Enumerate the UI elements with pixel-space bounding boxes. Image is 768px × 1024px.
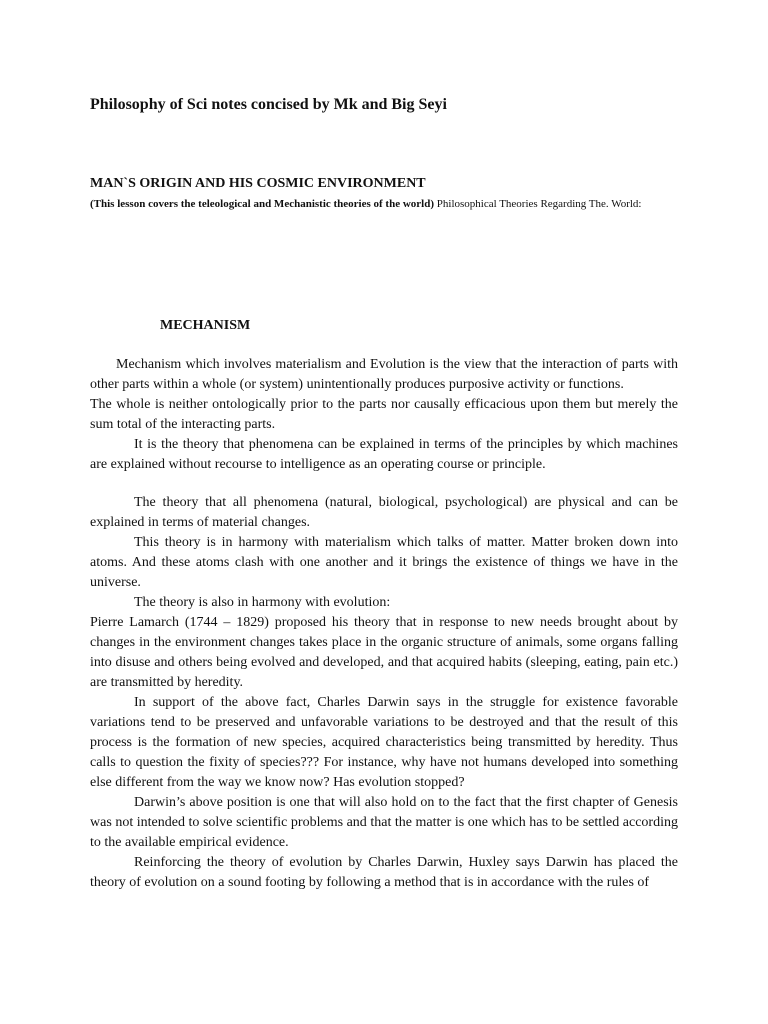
paragraph: Pierre Lamarch (1744 – 1829) proposed his theory that in response to new needs brought about by changes in the environment changes takes place in the organic structure of animals, some organs falling into disuse and others being evolved and developed, and that acquired habits (sleeping, eating, pain etc.) are transmitted by heredity.: [90, 615, 678, 690]
mechanism-heading: MECHANISM: [160, 318, 251, 333]
body-text: [90, 355, 678, 893]
paragraph: Reinforcing the theory of evolution by Charles Darwin, Huxley says Darwin has placed the theory of evolution on a sound footing by following a method that is in accordance with the rules of: [90, 855, 678, 890]
lesson-note-rest: Philosophical Theories Regarding The. World:: [434, 198, 642, 210]
paragraph: The theory is also in harmony with evolution:: [134, 595, 391, 610]
lesson-note-bold: (This lesson covers the teleological and Mechanistic theories of the world): [90, 198, 435, 210]
paragraph: Mechanism which involves materialism and Evolution is the view that the interaction of parts with other parts within a whole (or system) unintentionally produces purposive activity or functions.: [90, 357, 678, 392]
paragraph: In support of the above fact, Charles Darwin says in the struggle for existence favorable variations tend to be preserved and unfavorable variations to be destroyed and that the result of this process is the formation of new species, acquired characteristics being transmitted by heredity. Thus calls to question the fixity of species??? For instance, why have not humans developed into something else different from the way we know now? Has evolution stopped?: [90, 695, 678, 790]
paragraph: This theory is in harmony with materialism which talks of matter. Matter broken down into atoms. And these atoms clash with one another and it brings the existence of things we have in the universe.: [90, 535, 678, 590]
document-title: Philosophy of Sci notes concised by Mk and Big Seyi: [90, 96, 447, 113]
paragraph-spacer: [90, 475, 678, 493]
paragraph: The theory that all phenomena (natural, biological, psychological) are physical and can be explained in terms of material changes.: [90, 495, 678, 530]
paragraph: It is the theory that phenomena can be explained in terms of the principles by which machines are explained without recourse to intelligence as an operating course or principle.: [90, 437, 678, 472]
lesson-note: [90, 198, 690, 210]
paragraph: The whole is neither ontologically prior to the parts nor causally efficacious upon them but merely the sum total of the interacting parts.: [90, 397, 678, 432]
paragraph: Darwin’s above position is one that will also hold on to the fact that the first chapter of Genesis was not intended to solve scientific problems and that the matter is one which has to be settled according to the available empirical evidence.: [90, 795, 678, 850]
section-heading: MAN`S ORIGIN AND HIS COSMIC ENVIRONMENT: [90, 176, 426, 191]
